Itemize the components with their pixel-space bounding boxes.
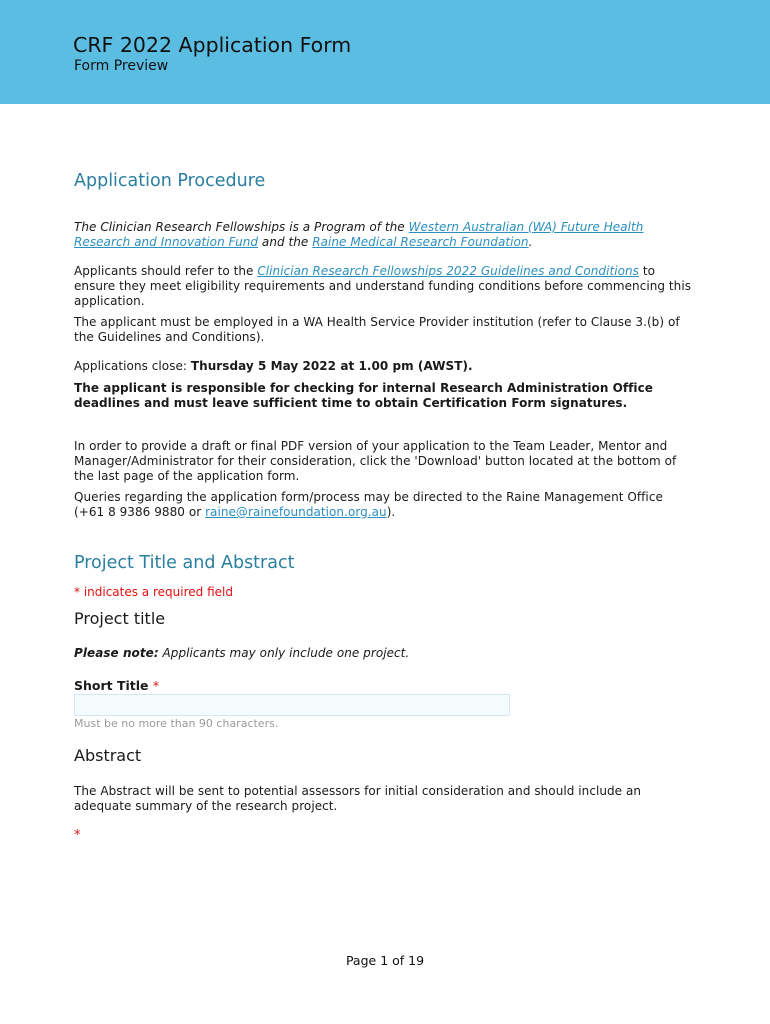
- short-title-input[interactable]: [74, 694, 510, 716]
- intro-paragraph: [74, 220, 694, 250]
- intro-text-1: The Clinician Research Fellowships is a Program of the: [74, 220, 409, 234]
- queries-text-2: ).: [386, 504, 396, 519]
- required-field-note: * indicates a required field: [74, 585, 233, 599]
- raine-email-link[interactable]: raine@rainefoundation.org.au: [205, 504, 387, 519]
- short-title-label: [74, 678, 159, 693]
- raine-foundation-link[interactable]: Raine Medical Research Foundation: [312, 234, 529, 249]
- intro-text-3: .: [528, 234, 533, 249]
- short-title-label-text: Short Title: [74, 678, 149, 693]
- abstract-description: The Abstract will be sent to potential assessors for initial consideration and should include an adequate summary of the research project.: [74, 784, 642, 813]
- project-note: [74, 646, 694, 661]
- abstract-required-star: *: [74, 828, 81, 843]
- employment-paragraph: The applicant must be employed in a WA Health Service Provider institution (refer to Clause 3.(b) of the Guidelines and Conditions).: [74, 315, 680, 344]
- responsibility-paragraph: The applicant is responsible for checking for internal Research Administration Office deadlines and must leave sufficient time to obtain Certification Form signatures.: [74, 381, 653, 410]
- queries-paragraph: [74, 490, 694, 520]
- wa-fund-link[interactable]: Western Australian (WA) Future Health Research and Innovation Fund: [74, 220, 644, 249]
- section-heading-application-procedure: Application Procedure: [74, 171, 266, 191]
- short-title-helper: Must be no more than 90 characters.: [74, 717, 279, 730]
- page-number: Page 1 of 19: [345, 953, 425, 968]
- form-title: CRF 2022 Application Form: [73, 33, 352, 57]
- close-date-paragraph: [74, 359, 694, 374]
- guidelines-text-1: Applicants should refer to the: [74, 264, 258, 278]
- guidelines-text-2: to ensure they meet eligibility requirements and understand funding conditions before commencing this application.: [74, 264, 692, 308]
- project-note-text: Applicants may only include one project.: [158, 646, 410, 660]
- page-header: [0, 0, 770, 104]
- required-star: *: [152, 678, 160, 693]
- project-title-heading: Project title: [74, 609, 166, 628]
- close-date: Thursday 5 May 2022 at 1.00 pm (AWST).: [190, 359, 473, 373]
- intro-text-2: and the: [258, 234, 313, 249]
- queries-text-1: Queries regarding the application form/process may be directed to the Raine Management Office (+61 8 9386 9880 or: [74, 490, 663, 519]
- close-label: Applications close:: [74, 359, 191, 373]
- abstract-heading: Abstract: [74, 746, 142, 765]
- download-paragraph: In order to provide a draft or final PDF version of your application to the Team Leader, Mentor and Manager/Administrator for their consideration, click the 'Download' button located at the bottom of the last page of the application form.: [74, 439, 677, 483]
- project-note-label: Please note:: [74, 646, 159, 660]
- section-heading-project-title-abstract: Project Title and Abstract: [74, 553, 295, 573]
- guidelines-link[interactable]: Clinician Research Fellowships 2022 Guidelines and Conditions: [257, 264, 639, 278]
- form-subtitle: Form Preview: [74, 58, 169, 74]
- guidelines-paragraph: [74, 264, 694, 308]
